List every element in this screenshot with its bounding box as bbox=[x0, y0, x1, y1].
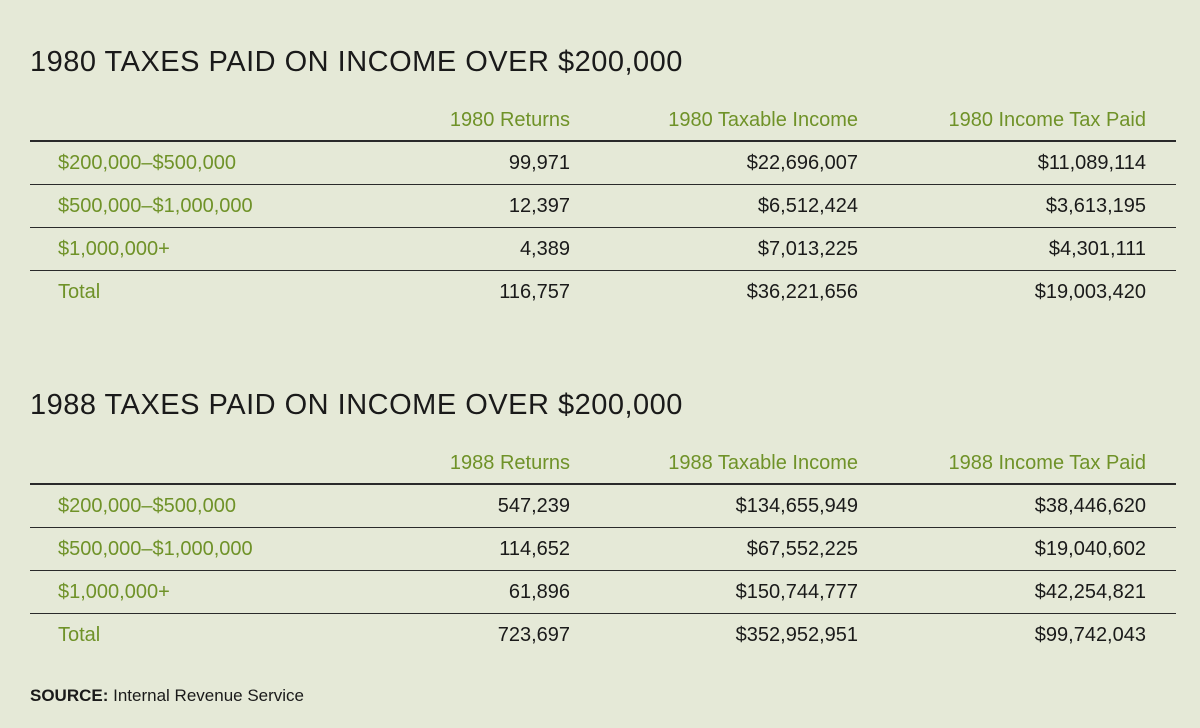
table-row bbox=[30, 484, 1176, 528]
table-row bbox=[30, 528, 1176, 571]
cell-taxable-income: $22,696,007 bbox=[600, 141, 888, 185]
source-label: SOURCE: bbox=[30, 686, 109, 705]
row-label: $1,000,000+ bbox=[30, 228, 410, 271]
row-label: $500,000–$1,000,000 bbox=[30, 185, 410, 228]
cell-taxable-income: $150,744,777 bbox=[600, 571, 888, 614]
table-row bbox=[30, 228, 1176, 271]
cell-returns: 116,757 bbox=[410, 271, 600, 314]
cell-tax-paid: $19,040,602 bbox=[888, 528, 1176, 571]
cell-taxable-income: $6,512,424 bbox=[600, 185, 888, 228]
table-row bbox=[30, 185, 1176, 228]
cell-returns: 723,697 bbox=[410, 614, 600, 657]
row-label: $1,000,000+ bbox=[30, 571, 410, 614]
table-header-row bbox=[30, 443, 1176, 484]
cell-tax-paid: $19,003,420 bbox=[888, 271, 1176, 314]
cell-tax-paid: $4,301,111 bbox=[888, 228, 1176, 271]
header-blank bbox=[30, 443, 410, 484]
cell-tax-paid: $38,446,620 bbox=[888, 484, 1176, 528]
cell-returns: 12,397 bbox=[410, 185, 600, 228]
source-note bbox=[30, 686, 304, 706]
cell-returns: 547,239 bbox=[410, 484, 600, 528]
table-row-total bbox=[30, 614, 1176, 657]
cell-taxable-income: $134,655,949 bbox=[600, 484, 888, 528]
cell-taxable-income: $67,552,225 bbox=[600, 528, 888, 571]
section-1988 bbox=[30, 385, 1176, 656]
source-text: Internal Revenue Service bbox=[108, 686, 305, 705]
table-1988 bbox=[30, 443, 1176, 656]
row-label: $200,000–$500,000 bbox=[30, 141, 410, 185]
table-row bbox=[30, 141, 1176, 185]
header-taxable-income: 1988 Taxable Income bbox=[668, 451, 858, 474]
row-label: Total bbox=[30, 614, 410, 657]
cell-returns: 61,896 bbox=[410, 571, 600, 614]
row-label: $200,000–$500,000 bbox=[30, 484, 410, 528]
header-tax-paid: 1980 Income Tax Paid bbox=[948, 108, 1146, 131]
cell-returns: 114,652 bbox=[410, 528, 600, 571]
cell-taxable-income: $352,952,951 bbox=[600, 614, 888, 657]
table-header-row bbox=[30, 100, 1176, 141]
cell-tax-paid: $42,254,821 bbox=[888, 571, 1176, 614]
header-returns: 1980 Returns bbox=[449, 108, 570, 131]
cell-taxable-income: $36,221,656 bbox=[600, 271, 888, 314]
header-taxable-income: 1980 Taxable Income bbox=[668, 108, 858, 131]
cell-returns: 99,971 bbox=[410, 141, 600, 185]
cell-tax-paid: $99,742,043 bbox=[888, 614, 1176, 657]
cell-tax-paid: $11,089,114 bbox=[888, 141, 1176, 185]
header-returns: 1988 Returns bbox=[449, 451, 570, 474]
table-row bbox=[30, 571, 1176, 614]
cell-taxable-income: $7,013,225 bbox=[600, 228, 888, 271]
row-label: Total bbox=[30, 271, 410, 314]
section-1980 bbox=[30, 42, 1176, 313]
header-tax-paid: 1988 Income Tax Paid bbox=[948, 451, 1146, 474]
section-title-1980: 1980 TAXES PAID ON INCOME OVER $200,000 bbox=[30, 46, 683, 78]
cell-returns: 4,389 bbox=[410, 228, 600, 271]
row-label: $500,000–$1,000,000 bbox=[30, 528, 410, 571]
table-row-total bbox=[30, 271, 1176, 314]
section-title-1988: 1988 TAXES PAID ON INCOME OVER $200,000 bbox=[30, 389, 683, 421]
table-1980 bbox=[30, 100, 1176, 313]
cell-tax-paid: $3,613,195 bbox=[888, 185, 1176, 228]
header-blank bbox=[30, 100, 410, 141]
